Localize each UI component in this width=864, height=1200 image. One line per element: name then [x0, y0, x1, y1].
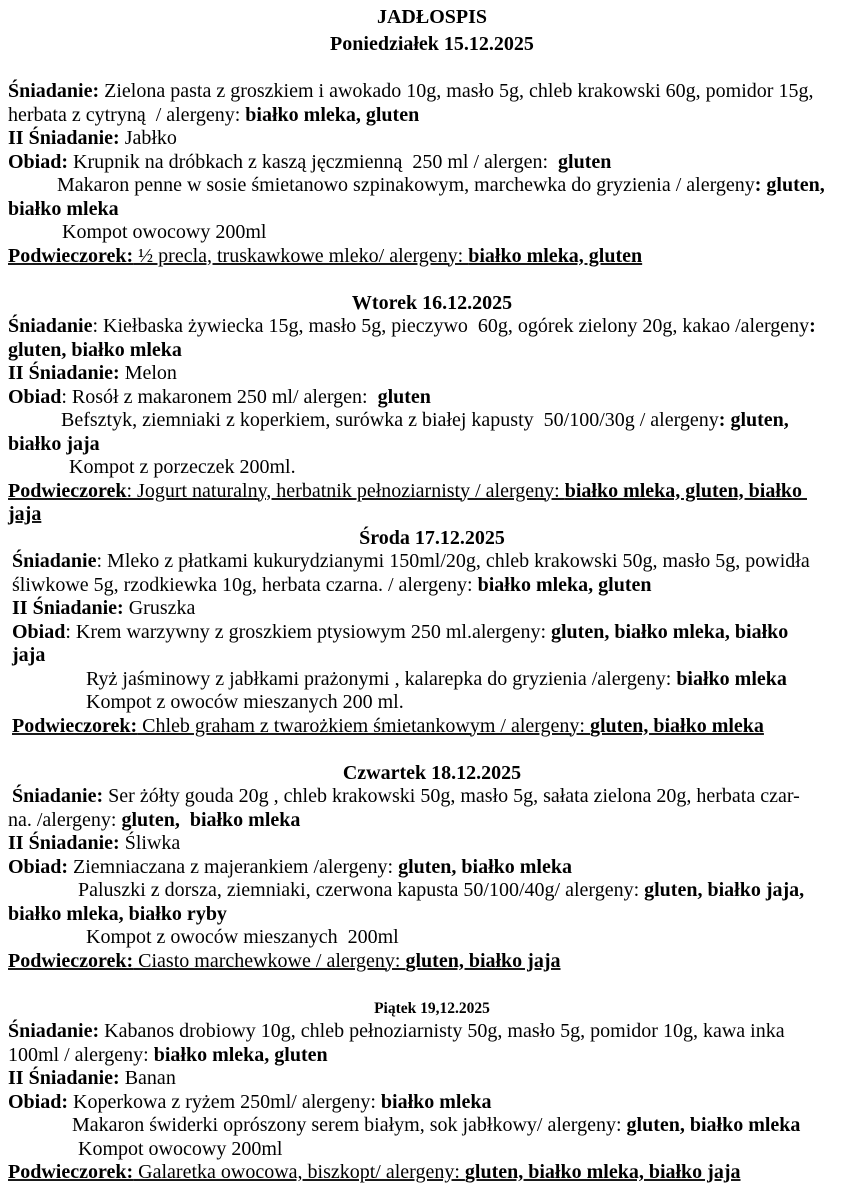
menu-line — [8, 386, 856, 410]
text: Jabłko — [119, 127, 177, 149]
text: 100ml / alergeny: — [8, 1043, 154, 1066]
menu-line — [8, 221, 856, 245]
text: Kompot z owoców mieszanych 200ml — [86, 926, 399, 948]
text: Kompot z porzeczek 200ml. — [69, 456, 296, 478]
text: : Krem warzywny z groszkiem ptysiowym 250 ml.alergeny: — [65, 620, 551, 643]
blank-line — [8, 268, 856, 292]
text: : Jogurt naturalny, herbatnik pełnoziarnisty / alergeny: — [126, 479, 565, 502]
bold-text: jaja — [8, 503, 42, 525]
bold-text: białko mleka, gluten — [153, 1043, 328, 1066]
bold-text: gluten, białko mleka — [121, 808, 301, 831]
bold-text: gluten, białko jaja, — [644, 879, 805, 901]
bold-text: jaja — [12, 644, 46, 666]
text: Melon — [119, 362, 177, 384]
text: Śliwka — [119, 832, 181, 854]
menu-line — [8, 1020, 856, 1044]
bold-text: białko mleka, białko ryby — [8, 902, 227, 925]
text: herbata z cytryną / alergeny: — [8, 103, 246, 126]
menu-line — [8, 362, 856, 386]
bold-text: II Śniadanie: — [12, 597, 124, 619]
menu-line — [8, 1114, 856, 1138]
bold-text: II Śniadanie: — [8, 362, 120, 384]
menu-line — [8, 785, 856, 809]
menu-days — [8, 33, 856, 1185]
text: Kabanos drobiowy 10g, chleb pełnoziarnisty 50g, masło 5g, pomidor 10g, kawa inka — [99, 1020, 785, 1042]
bold-text: Obiad: — [8, 855, 69, 878]
bold-text: Podwieczorek: — [12, 714, 138, 737]
menu-line — [8, 1091, 856, 1115]
menu-line — [8, 503, 856, 527]
menu-line — [8, 550, 856, 574]
menu-line — [8, 715, 856, 739]
text: Ser żółty gouda 20g , chleb krakowski 50g, masło 5g, sałata zielona 20g, herbata czar- — [103, 785, 800, 807]
menu-line — [8, 903, 856, 927]
menu-line — [8, 1044, 856, 1068]
day-header-4: Czwartek 18.12.2025 — [342, 761, 522, 784]
blank-line — [8, 738, 856, 762]
menu-line — [8, 174, 856, 198]
menu-line — [8, 950, 856, 974]
menu-line — [8, 879, 856, 903]
bold-text: gluten, białko jaja — [405, 949, 561, 972]
bold-text: Obiad: — [8, 150, 69, 173]
bold-text: II Śniadanie: — [8, 127, 120, 149]
menu-line — [8, 668, 856, 692]
bold-text: białko mleka — [676, 667, 787, 690]
bold-text: gluten — [558, 150, 612, 173]
menu-line — [8, 127, 856, 151]
menu-line — [8, 644, 856, 668]
text: Befsztyk, ziemniaki z koperkiem, surówka z białej kapusty 50/100/30g / alergeny — [61, 409, 719, 431]
text: Banan — [119, 1067, 176, 1089]
menu-line — [8, 339, 856, 363]
bold-text: : — [809, 315, 816, 337]
menu-line — [8, 480, 856, 504]
bold-text: gluten, białko mleka, białko — [551, 620, 789, 643]
text: Kompot owocowy 200ml — [78, 1137, 283, 1160]
bold-text: : gluten, — [718, 409, 789, 431]
bold-text: Podwieczorek — [8, 479, 127, 502]
text: na. /alergeny: — [8, 808, 122, 831]
bold-text: Śniadanie: — [8, 1020, 100, 1042]
text: Makaron świderki oprószony serem białym, sok jabłkowy/ alergeny: — [72, 1114, 627, 1136]
bold-text: gluten, białko mleka — [590, 714, 764, 737]
bold-text: gluten, białko mleka — [8, 338, 182, 361]
menu-line — [8, 856, 856, 880]
bold-text: białko mleka, gluten — [477, 573, 652, 596]
menu-line — [8, 151, 856, 175]
day-header-3: Środa 17.12.2025 — [359, 526, 505, 549]
bold-text: Obiad — [8, 385, 62, 408]
blank-line — [8, 973, 856, 997]
text: Krupnik na dróbkach z kaszą jęczmienną 250 ml / alergen: — [68, 150, 559, 173]
bold-text: Obiad: — [8, 1090, 69, 1113]
text: Ryż jaśminowy z jabłkami prażonymi , kalarepka do gryzienia /alergeny: — [86, 667, 677, 690]
text: Kompot owocowy 200ml — [62, 221, 267, 243]
menu-line — [8, 832, 856, 856]
menu-line — [8, 691, 856, 715]
menu-line — [8, 104, 856, 128]
bold-text: Podwieczorek: — [8, 1161, 134, 1183]
bold-text: białko mleka, gluten — [245, 103, 420, 126]
menu-line — [8, 409, 856, 433]
menu-line — [8, 245, 856, 269]
text: Koperkowa z ryżem 250ml/ alergeny: — [68, 1090, 381, 1113]
menu-line — [8, 621, 856, 645]
text: Ziemniaczana z majerankiem /alergeny: — [68, 855, 399, 878]
bold-text: Śniadanie — [12, 550, 97, 572]
bold-text: gluten — [377, 385, 431, 408]
text: Kompot z owoców mieszanych 200 ml. — [86, 691, 404, 713]
bold-text: białko mleka, gluten — [468, 244, 643, 267]
bold-text: białko mleka, gluten, białko — [564, 479, 807, 502]
text: ½ precla, truskawkowe mleko/ alergeny: — [133, 244, 469, 267]
document-title: JADŁOSPIS — [376, 6, 488, 28]
text: Galaretka owocowa, biszkopt/ alergeny: — [133, 1161, 465, 1183]
text: : Mleko z płatkami kukurydzianymi 150ml/20g, chleb krakowski 50g, masło 5g, powidła — [96, 550, 810, 572]
bold-text: II Śniadanie: — [8, 832, 120, 854]
bold-text: Podwieczorek: — [8, 949, 134, 972]
menu-line — [8, 926, 856, 950]
day-header-2: Wtorek 16.12.2025 — [351, 291, 513, 314]
menu-line — [8, 597, 856, 621]
bold-text: gluten, białko mleka, białko jaja — [464, 1161, 741, 1183]
bold-text: Obiad — [12, 620, 66, 643]
bold-text: Śniadanie — [8, 315, 93, 337]
text: śliwkowe 5g, rzodkiewka 10g, herbata czarna. / alergeny: — [12, 573, 478, 596]
text: Paluszki z dorsza, ziemniaki, czerwona kapusta 50/100/40g/ alergeny: — [78, 879, 645, 901]
menu-line — [8, 198, 856, 222]
menu-line — [8, 456, 856, 480]
menu-line — [8, 433, 856, 457]
bold-text: białko mleka — [380, 1090, 492, 1113]
menu-line — [8, 574, 856, 598]
menu-line — [8, 1161, 856, 1185]
day-header-5: Piątek 19,12.2025 — [374, 999, 490, 1017]
blank-line — [8, 57, 856, 81]
text: Makaron penne w sosie śmietanowo szpinakowym, marchewka do gryzienia / alergeny — [57, 174, 755, 196]
text: Gruszka — [123, 597, 196, 619]
bold-text: Śniadanie: — [12, 785, 104, 807]
bold-text: : gluten, — [754, 174, 825, 196]
day-header-1: Poniedziałek 15.12.2025 — [330, 33, 534, 55]
bold-text: Podwieczorek: — [8, 244, 134, 267]
menu-line — [8, 1138, 856, 1162]
text: Chleb graham z twarożkiem śmietankowym / alergeny: — [137, 714, 590, 737]
menu-line — [8, 1067, 856, 1091]
text: : Rosół z makaronem 250 ml/ alergen: — [61, 385, 378, 408]
bold-text: gluten, białko mleka — [626, 1114, 801, 1136]
text: Ciasto marchewkowe / alergeny: — [133, 949, 406, 972]
menu-line — [8, 80, 856, 104]
bold-text: gluten, białko mleka — [398, 855, 572, 878]
bold-text: białko mleka — [8, 197, 119, 220]
text: Zielona pasta z groszkiem i awokado 10g, masło 5g, chleb krakowski 60g, pomidor 15g, — [99, 80, 814, 102]
bold-text: II Śniadanie: — [8, 1067, 120, 1089]
text: : Kiełbaska żywiecka 15g, masło 5g, pieczywo 60g, ogórek zielony 20g, kakao /alergeny — [92, 315, 810, 337]
bold-text: Śniadanie: — [8, 80, 100, 102]
menu-line — [8, 315, 856, 339]
bold-text: białko jaja — [8, 432, 100, 455]
menu-line — [8, 809, 856, 833]
